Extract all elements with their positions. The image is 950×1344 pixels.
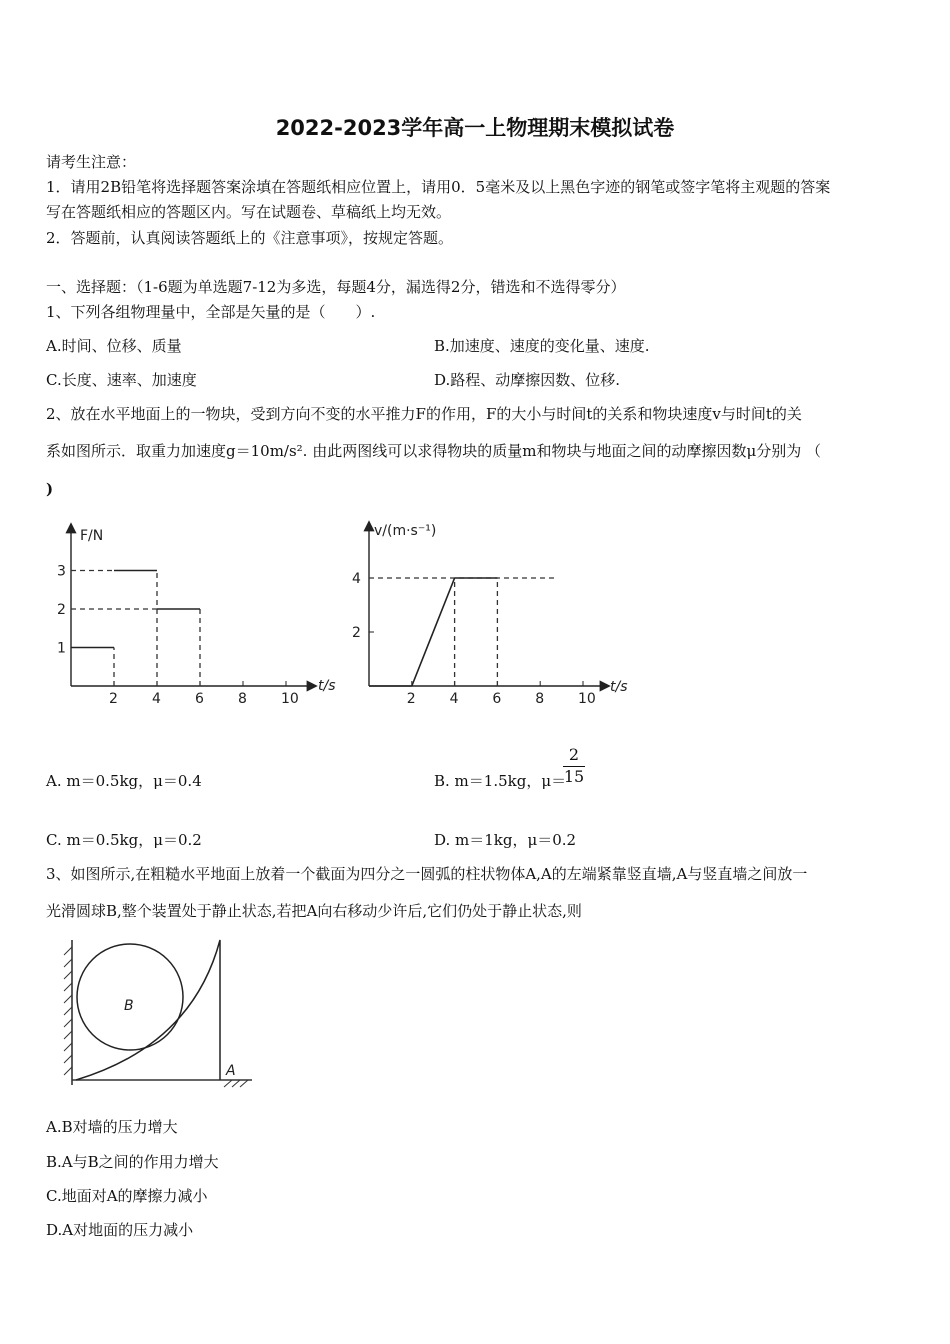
q1-stem: 1、下列各组物理量中，全部是矢量的是（ ）. (46, 303, 376, 321)
q2-line-1: 2、放在水平地面上的一物块，受到方向不变的水平推力F的作用，F的大小与时间t的关系和物块速度v与时间t的关 (46, 405, 802, 423)
v-segment-1 (412, 578, 455, 686)
f-ytick-label-1: 1 (57, 640, 66, 657)
ball-b-label: B (124, 998, 134, 1014)
v-ytick-label-4: 4 (352, 571, 361, 587)
q1-option-c: C.长度、速率、加速度 (46, 371, 197, 389)
notice-heading: 请考生注意： (46, 153, 137, 171)
block-a (76, 940, 220, 1080)
q3-line-2: 光滑圆球B,整个装置处于静止状态,若把A向右移动少许后,它们仍处于静止状态,则 (46, 902, 582, 920)
f-xlabel: t/s (318, 678, 336, 694)
notice-line-2: 2．答题前，认真阅读答题纸上的《注意事项》，按规定答题。 (46, 229, 454, 247)
page-title: 2022-2023学年高一上物理期末模拟试卷 (275, 116, 675, 140)
f-xtick-label-10: 10 (281, 691, 299, 707)
v-xlabel: t/s (610, 679, 628, 695)
notice-line-1a: 1．请用2B铅笔将选择题答案涂填在答题纸相应位置上，请用0．5毫米及以上黑色字迹的钢笔或签字笔将主观题的答案 (46, 178, 831, 196)
fraction-numerator: 2 (563, 745, 585, 767)
v-xtick-label-8: 8 (535, 691, 545, 707)
q2-option-d: D. m＝1kg，μ＝0.2 (434, 831, 577, 849)
velocity-time-chart (340, 515, 640, 715)
v-xtick-label-6: 6 (492, 691, 502, 707)
q3-option-c: C.地面对A的摩擦力减小 (46, 1187, 208, 1205)
v-xtick-label-4: 4 (449, 691, 459, 707)
notice-line-1b: 写在答题纸相应的答题区内。写在试题卷、草稿纸上均无效。 (46, 203, 452, 221)
q3-line-1: 3、如图所示,在粗糙水平地面上放着一个截面为四分之一圆弧的柱状物体A,A的左端紧靠竖直墙,A与竖直墙之间放一 (46, 865, 808, 883)
q2-option-b-fraction (563, 745, 585, 787)
f-ytick-label-2: 2 (57, 602, 66, 618)
wall-hatching (64, 940, 72, 1085)
q2-option-a: A. m＝0.5kg，μ＝0.4 (46, 772, 202, 790)
q2-line-3: ) (46, 480, 54, 498)
f-ylabel: F/N (80, 528, 104, 544)
section-heading: 一、选择题：（1-6题为单选题7-12为多选，每题4分，漏选得2分，错选和不选得零分） (46, 278, 626, 296)
f-ytick-label-3: 3 (57, 563, 66, 580)
q3-option-d: D.A对地面的压力减小 (46, 1221, 194, 1239)
ground-hatching (72, 1080, 252, 1087)
v-ytick-label-2: 2 (352, 625, 361, 641)
v-xtick-label-10: 10 (578, 691, 596, 707)
fraction-denominator: 15 (563, 767, 585, 786)
q2-line-2: 系如图所示．取重力加速度g＝10m/s². 由此两图线可以求得物块的质量m和物块与地面之间的动摩擦因数μ分别为 （ (46, 442, 821, 460)
q1-option-a: A.时间、位移、质量 (46, 337, 182, 355)
q2-option-b: B. m＝1.5kg，μ＝ (434, 772, 567, 790)
f-xtick-label-6: 6 (195, 691, 204, 707)
q2-option-c: C. m＝0.5kg，μ＝0.2 (46, 831, 202, 849)
f-xtick-label-2: 2 (109, 691, 118, 707)
v-ylabel: v/(m·s⁻¹) (374, 523, 437, 539)
force-time-chart (50, 515, 340, 715)
q3-option-b: B.A与B之间的作用力增大 (46, 1153, 219, 1171)
q1-option-b: B.加速度、速度的变化量、速度. (434, 337, 650, 355)
block-a-label: A (226, 1063, 236, 1079)
f-xtick-label-8: 8 (238, 691, 247, 707)
v-xtick-label-2: 2 (406, 691, 416, 707)
ball-b (77, 944, 183, 1050)
q3-option-a: A.B对墙的压力增大 (46, 1118, 178, 1136)
wall-ball-diagram (62, 935, 262, 1090)
q1-option-d: D.路程、动摩擦因数、位移. (434, 371, 621, 389)
f-xtick-label-4: 4 (152, 691, 161, 707)
